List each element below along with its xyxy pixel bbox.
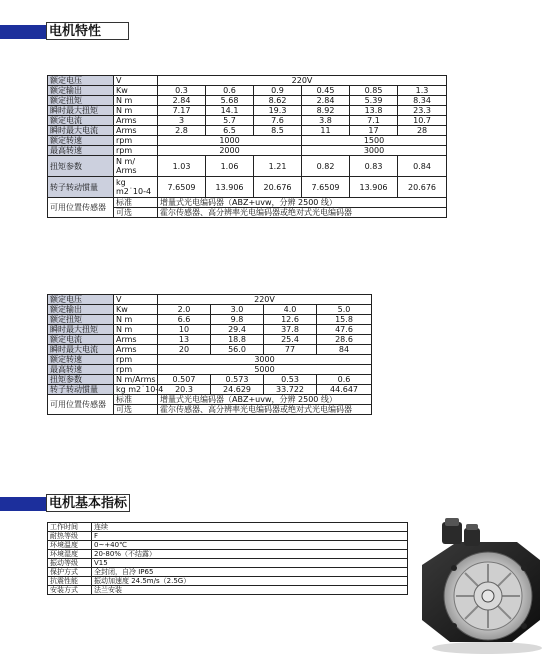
- table-row: 额定电流 Arms 3 5.7 7.6 3.8 7.1 10.7: [48, 116, 447, 126]
- table-row: 额定输出 Kw 0.3 0.6 0.9 0.45 0.85 1.3: [48, 86, 447, 96]
- table-row: 瞬时最大电流 Arms 20 56.0 77 84: [48, 345, 372, 355]
- section-accent-bar: [0, 497, 46, 511]
- table-row: 最高转速 rpm 2000 3000: [48, 146, 447, 156]
- section-accent-bar: [0, 25, 46, 39]
- section-title: 电机特性: [46, 22, 129, 40]
- table-row: 额定输出 Kw 2.0 3.0 4.0 5.0: [48, 305, 372, 315]
- table-row: 可用位置传感器 标准 增量式光电编码器（ABZ+uvw，分辨 2500 线）: [48, 395, 372, 405]
- table-row: 振动等级 V15: [48, 559, 408, 568]
- table-row: 环境温度 0~+40℃: [48, 541, 408, 550]
- table-row: 安装方式 法兰安装: [48, 586, 408, 595]
- servo-motor-image: [412, 510, 549, 656]
- table-row: 额定扭矩 N m 6.6 9.8 12.6 15.8: [48, 315, 372, 325]
- section-header-basic-specs: [0, 494, 131, 514]
- table-row: 最高转速 rpm 5000: [48, 365, 372, 375]
- table-row: 扭矩参数 N m/ Arms 1.03 1.06 1.21 0.82 0.83 0.84: [48, 156, 447, 177]
- table-row: 转子转动惯量 kg m2˙10-4 7.6509 13.906 20.676 7.6509 13.906 20.676: [48, 177, 447, 198]
- table-row: 保护方式 全封闭，自冷 IP65: [48, 568, 408, 577]
- spec-table-2: [47, 294, 372, 415]
- table-row: 额定转速 rpm 3000: [48, 355, 372, 365]
- table-row: 工作时间 连续: [48, 523, 408, 532]
- table-row: 瞬时最大扭矩 N m 7.17 14.1 19.3 8.92 13.8 23.3: [48, 106, 447, 116]
- table-row: 额定电流 Arms 13 18.8 25.4 28.6: [48, 335, 372, 345]
- table-row: 额定电压 V 220V: [48, 76, 447, 86]
- table-row: 环境湿度 20-80%（不结露）: [48, 550, 408, 559]
- section-header-motor-characteristics: [0, 22, 131, 42]
- table-row: 可用位置传感器 标准 增量式光电编码器（ABZ+uvw，分辨 2500 线）: [48, 198, 447, 208]
- table-row: 可选 霍尔传感器、高分辨率光电编码器或绝对式光电编码器: [48, 405, 372, 415]
- table-row: 额定转速 rpm 1000 1500: [48, 136, 447, 146]
- table-row: 耐热等级 F: [48, 532, 408, 541]
- table-row: 扭矩参数 N m/Arms 0.507 0.573 0.53 0.6: [48, 375, 372, 385]
- table-row: 瞬时最大扭矩 N m 10 29.4 37.8 47.6: [48, 325, 372, 335]
- spec-table-1: [47, 75, 447, 218]
- table-row: 额定扭矩 N m 2.84 5.68 8.62 2.84 5.39 8.34: [48, 96, 447, 106]
- table-row: 瞬时最大电流 Arms 2.8 6.5 8.5 11 17 28: [48, 126, 447, 136]
- table-row: 额定电压 V 220V: [48, 295, 372, 305]
- table-row: 转子转动惯量 kg m2˙10-4 20.3 24.629 33.722 44.647: [48, 385, 372, 395]
- table-row: 可选 霍尔传感器、高分辨率光电编码器或绝对式光电编码器: [48, 208, 447, 218]
- section-title: 电机基本指标: [46, 494, 130, 512]
- basic-spec-table: [47, 522, 408, 595]
- table-row: 抗震性能 振动加速度 24.5m/s（2.5G）: [48, 577, 408, 586]
